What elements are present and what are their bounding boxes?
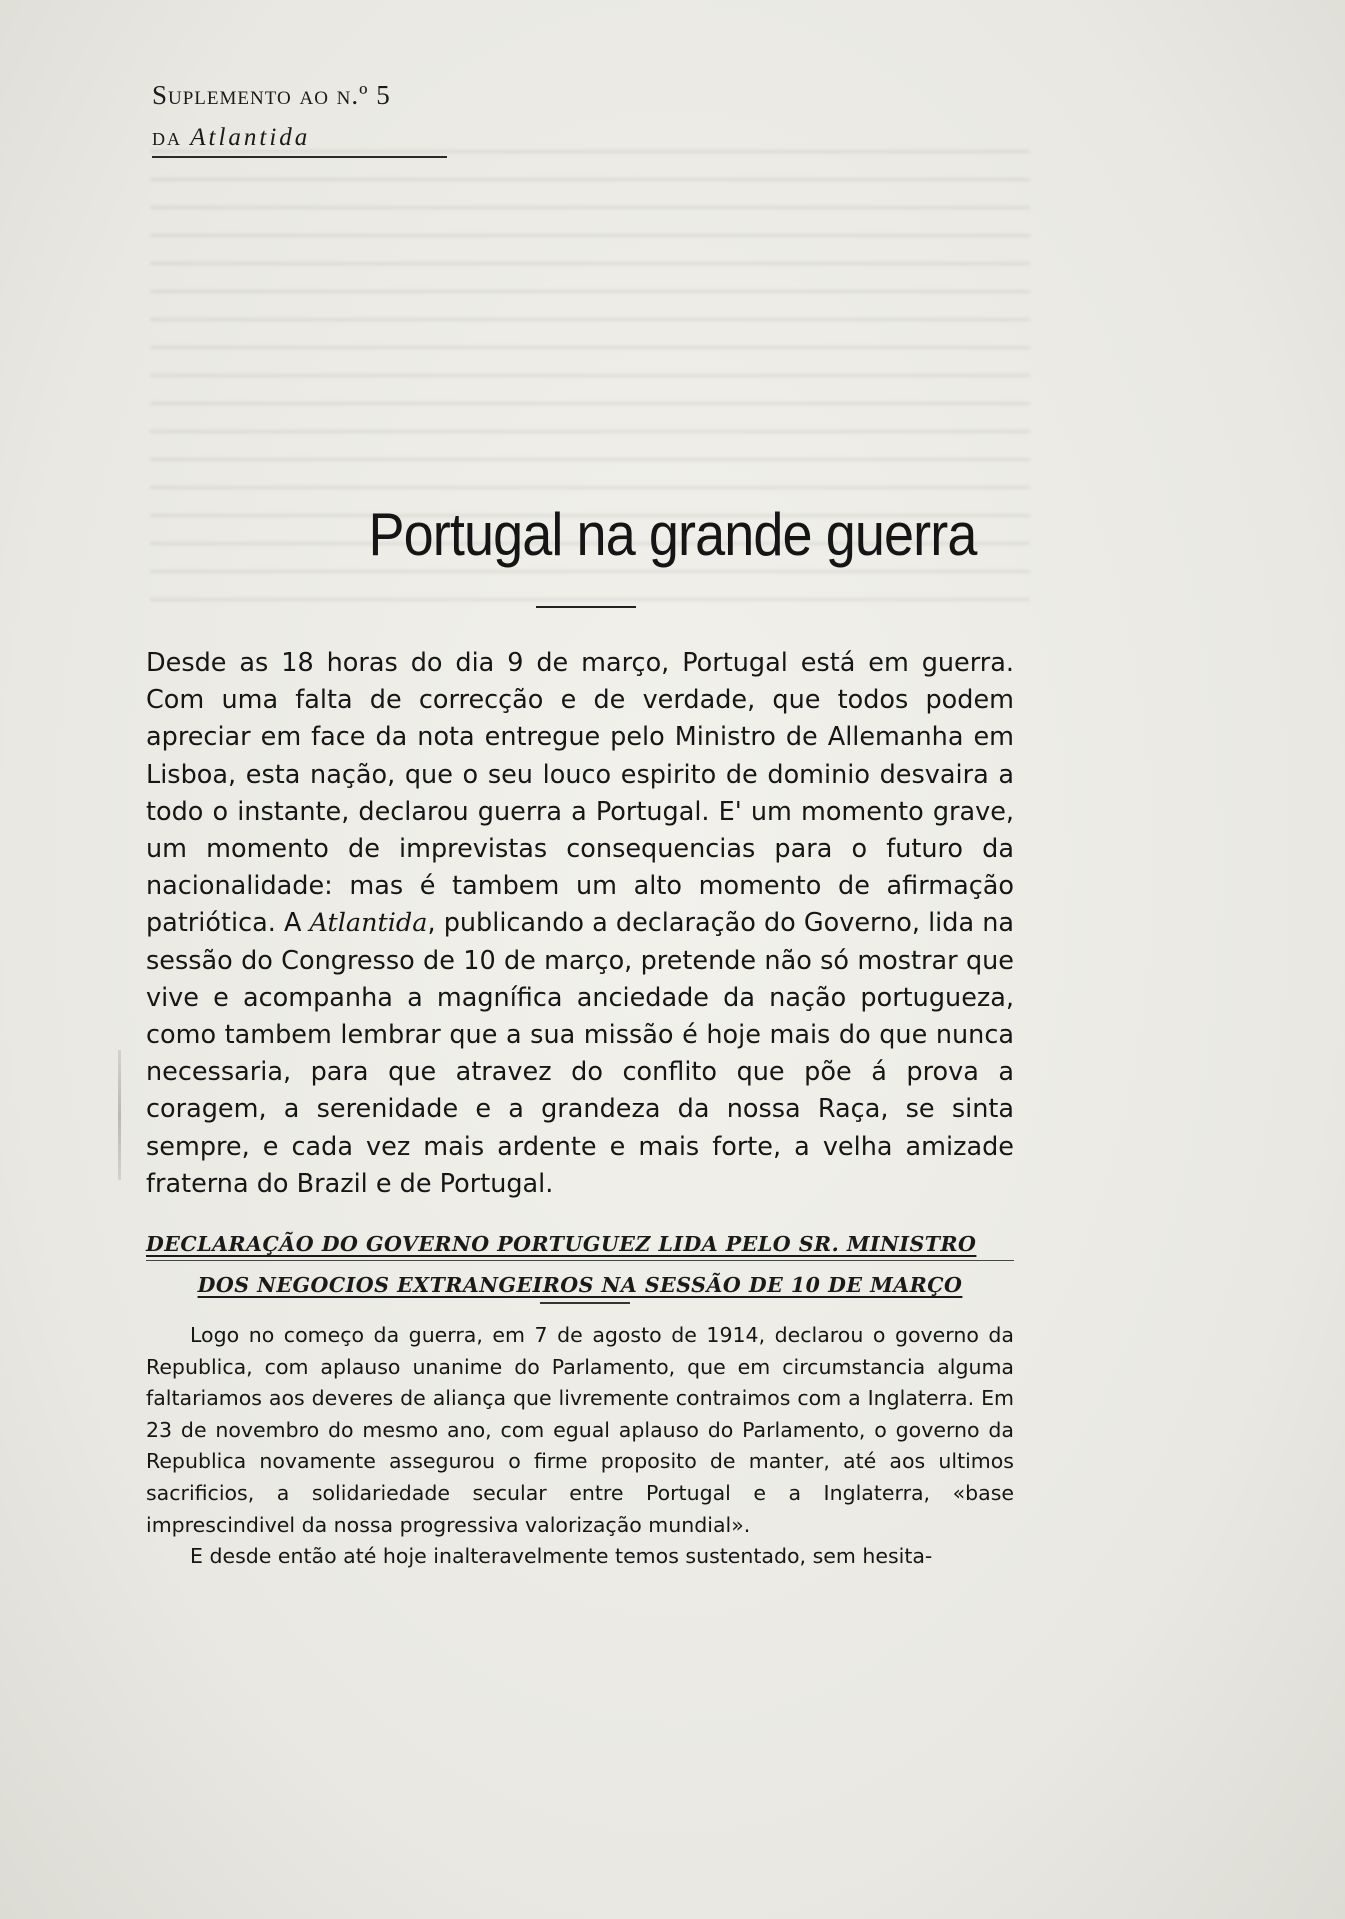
declaration-paragraph-2: E desde então até hoje inalteravelmente temos sustentado, sem hesita- <box>190 1544 933 1569</box>
title-rule <box>536 606 636 608</box>
journal-name <box>152 124 310 152</box>
intro-journal-italic: Atlantida <box>309 908 428 939</box>
declaration-body <box>146 1320 1014 1573</box>
article-title: Portugal na grande guerra <box>368 501 977 568</box>
margin-mark <box>118 1050 121 1180</box>
section-rule <box>146 1260 1014 1261</box>
intro-paragraph <box>146 645 1014 1203</box>
journal-title: Atlantida <box>190 124 311 151</box>
section-rule-short <box>540 1302 630 1304</box>
header-rule <box>152 156 447 158</box>
declaration-paragraph-1: Logo no começo da guerra, em 7 de agosto de 1914, declarou o governo da Republica, com aplauso unanime do Parlamento, que em circumstancia alguma faltariamos aos deveres de aliança que livremente contraimos com a Inglaterra. Em 23 de novembro do mesmo ano, com egual aplauso do Parlamento, o governo da Republica novamente assegurou o firme proposito de manter, até aos ultimos sacrificios, a solidariedade secular entre Portugal e a Inglaterra, «base imprescindivel da nossa progressiva valorização mundial». <box>146 1323 1014 1537</box>
supplement-label: Suplemento ao n.º 5 <box>152 80 391 110</box>
intro-text-2: , publicando a declaração do Governo, lida na sessão do Congresso de 10 de março, pretende não só mostrar que vive e acompanha a magnífica anciedade da nação portugueza, como tambem lembrar que a sua missão é hoje mais do que nunca necessaria, para que atravez do conflito que põe á prova a coragem, a serenidade e a grandeza da nossa Raça, se sinta sempre, e cada vez mais ardente e mais forte, a velha amizade fraterna do Brazil e de Portugal. <box>146 908 1014 1199</box>
intro-text-1: Desde as 18 horas do dia 9 de março, Portugal está em guerra. Com uma falta de correcção e de verdade, que todos podem apreciar em face da nota entregue pelo Ministro de Allemanha em Lisboa, esta nação, que o seu louco espirito de dominio desvaira a todo o instante, declarou guerra a Portugal. E' um momento grave, um momento de imprevistas consequencias para o futuro da nacionalidade: mas é tambem um alto momento de afirmação patriótica. A <box>146 648 1014 939</box>
journal-prefix: da <box>152 124 182 151</box>
section-heading-line2: DOS NEGOCIOS EXTRANGEIROS NA SESSÃO DE 10 DE MARÇO <box>197 1273 963 1297</box>
section-heading-line1: DECLARAÇÃO DO GOVERNO PORTUGUEZ LIDA PELO SR. MINISTRO <box>146 1232 977 1256</box>
